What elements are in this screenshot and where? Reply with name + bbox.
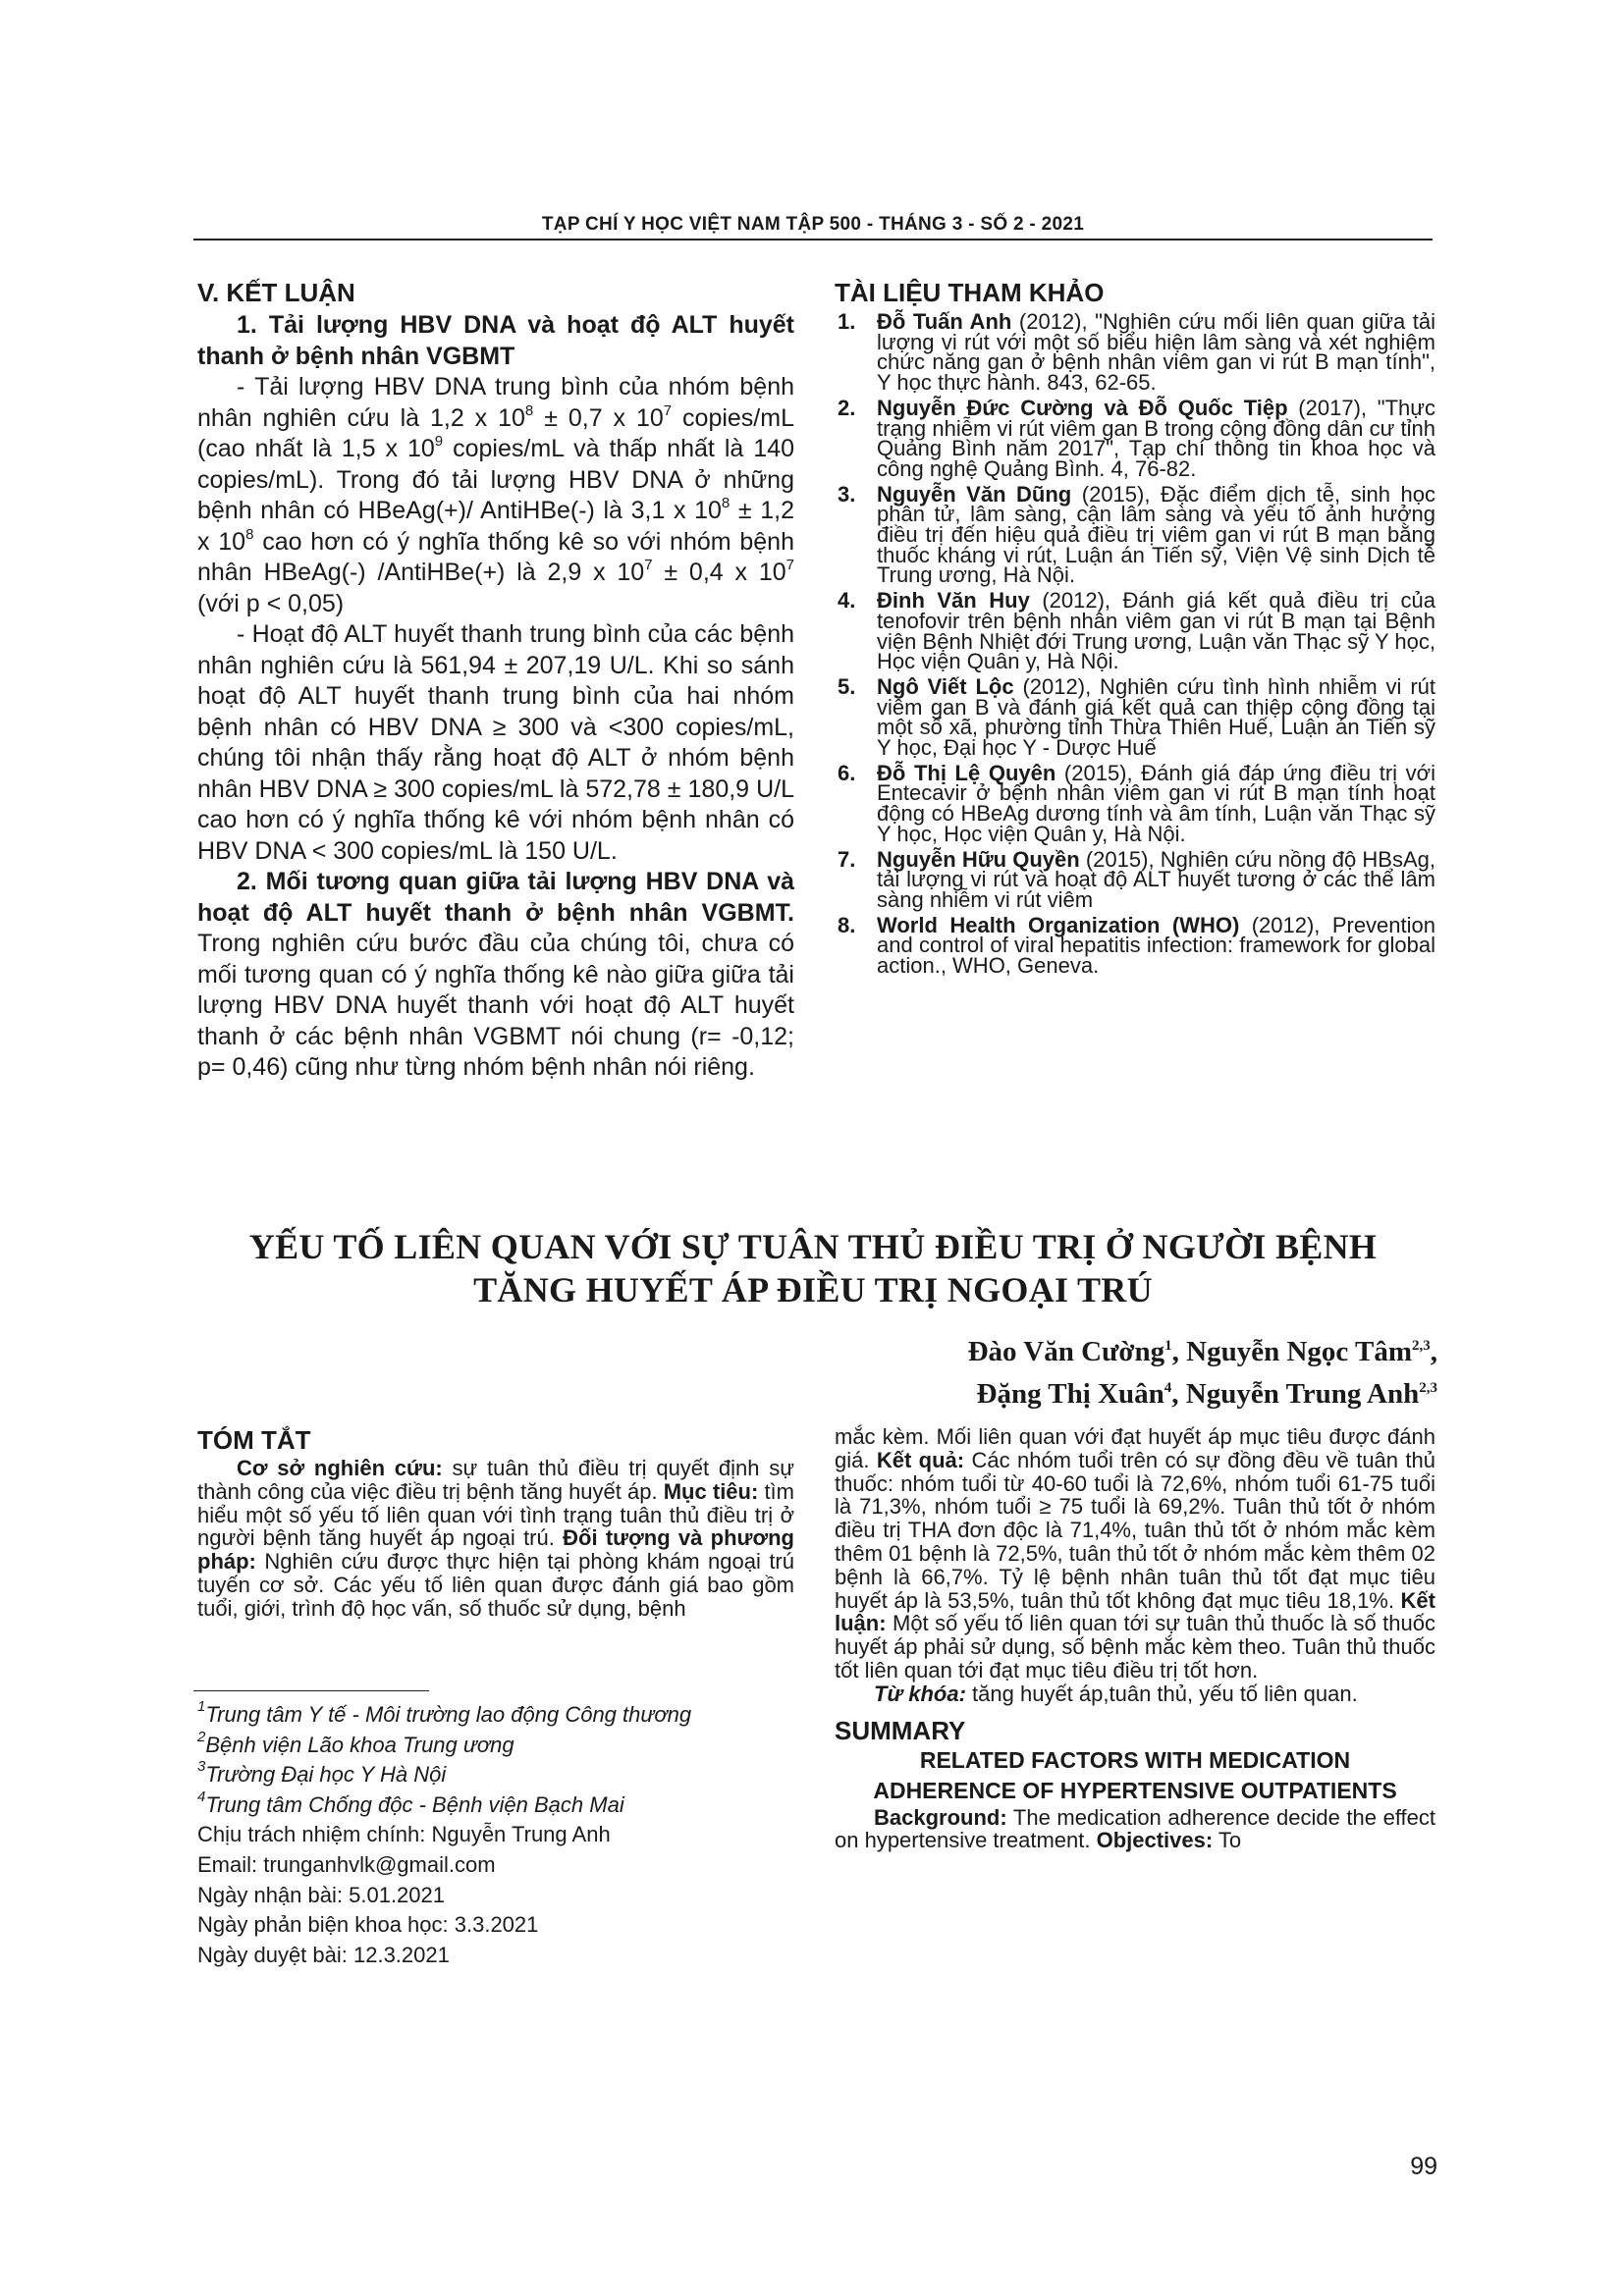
conclusion-paragraph-1: - Tải lượng HBV DNA trung bình của nhóm bệnh nhân nghiên cứu là 1,2 x $10^8 \pm 0,7$ x $10^7$ copies/mL (cao nhất là 1,5 x $10^9$ copies/mL và thấp nhất là 140 copies/mL). Trong đó tải lượng HBV DNA ở những bệnh nhân có HBeAg(+)/ AntiHBe(-) là 3,1 x $10^8 \pm 1,2$ x $10^8$ cao hơn có ý nghĩa thống kê so với nhóm bệnh nhân HBeAg(-) /AntiHBe(+) là 2,9 x $10^7 \pm 0,4$ x $10^7$ (với p < 0,05)	[197, 373, 795, 617]
reference-list	[835, 309, 1436, 979]
abstract-paragraph: Cơ sở nghiên cứu: sự tuân thủ điều trị quyết định sự thành công của việc điều trị bệnh tăng huyết áp. Mục tiêu: tìm hiểu một số yếu tố liên quan với tình trạng tuân thủ điều trị ở người bệnh tăng huyết áp ngoại trú. Đối tượng và phương pháp: Nghiên cứu được thực hiện tại phòng khám ngoại trú tuyến cơ sở. Các yếu tố liên quan được đánh giá bao gồm tuổi, giới, trình độ học vấn, số thuốc sử dụng, bệnh	[197, 1456, 794, 1621]
reference-author: Nguyễn Hữu Quyền	[877, 846, 1080, 872]
reference-number: 6.	[838, 760, 856, 785]
reference-text: (2012), "Nghiên cứu mối liên quan giữa tải lượng vi rút với một số biểu hiện lâm sàng và xét nghiệm chức năng gan ở bệnh nhân viêm gan vi rút B mạn tính", Y học thực hành. 843, 62-65.	[877, 309, 1435, 396]
reference-number: 3.	[838, 481, 856, 507]
reference-number: 2.	[838, 395, 856, 420]
references-section	[835, 277, 1435, 982]
reference-number: 4.	[838, 588, 856, 614]
author-name: Đào Văn Cường	[967, 1336, 1165, 1367]
journal-header: TẠP CHÍ Y HỌC VIỆT NAM TẬP 500 - THÁNG 3 - SỐ 2 - 2021	[541, 214, 1085, 235]
reference-item	[835, 481, 1435, 588]
conclusion-heading: V. KẾT LUẬN	[197, 278, 355, 307]
affiliation-4: $^4$Trung tâm Chống độc - Bệnh viện Bạch Mai	[197, 1788, 624, 1817]
conclusion-paragraph-2: - Hoạt độ ALT huyết thanh trung bình của các bệnh nhân nghiên cứu là 561,94 ± 207,19 U/L. Khi so sánh hoạt độ ALT huyết thanh trung bình của hai nhóm bệnh nhân có HBV DNA ≥ 300 và <300 copies/mL, chúng tôi nhận thấy rằng hoạt độ ALT ở nhóm bệnh nhân HBV DNA ≥ 300 copies/mL là 572,78 ± 180,9 U/L cao hơn có ý nghĩa thống kê với nhóm bệnh nhân có HBV DNA < 300 copies/mL là 150 U/L.	[197, 620, 794, 865]
reference-author: Nguyễn Đức Cường và Đỗ Quốc Tiệp	[877, 395, 1288, 420]
affiliation-3: $^3$Trường Đại học Y Hà Nội	[197, 1758, 447, 1788]
reference-text: (2012), Đánh giá kết quả điều trị của tenofovir trên bệnh nhân viêm gan vi rút B mạn tại Bệnh viện Bệnh Nhiệt đới Trung ương, Luận văn Thạc sỹ Y học, Học viện Quân y, Hà Nội.	[877, 588, 1435, 674]
author-list: Đào Văn Cường$^1$, Nguyễn Ngọc Tâm$^{2,3}$, Đặng Thị Xuân$^4$, Nguyễn Trung Anh$^{2,3}$	[967, 1336, 1437, 1410]
keywords: Từ khóa: tăng huyết áp,tuân thủ, yếu tố liên quan.	[874, 1681, 1358, 1706]
reference-text: (2015), Nghiên cứu nồng độ HBsAg, tải lượng vi rút và hoạt độ ALT huyết tương ở các thể lâm sàng nhiễm vi rút viêm	[877, 846, 1435, 912]
summary-heading: SUMMARY	[835, 1715, 966, 1745]
abstract-continued: mắc kèm. Mối liên quan với đạt huyết áp mục tiêu được đánh giá. Kết quả: Các nhóm tuổi trên có sự đồng đều về tuân thủ thuốc: nhóm tuổi từ 40-60 tuổi là 72,6%, nhóm tuổi 61-75 tuổi là 71,3%, nhóm tuổi ≥ 75 tuổi là 69,2%. Tuân thủ tốt ở nhóm điều trị THA đơn độc là 71,4%, tuân thủ tốt ở nhóm mắc kèm thêm 01 bệnh là 72,5%, tuân thủ tốt ở nhóm mắc kèm thêm 02 bệnh là 66,7%. Tỷ lệ bệnh nhân tuân thủ tốt đạt mục tiêu huyết áp là 53,5%, tuân thủ tốt không đạt mục tiêu 18,1%. Kết luận: Một số yếu tố liên quan tới sự tuân thủ thuốc là số thuốc huyết áp phải sử dụng, số bệnh mắc kèm theo. Tuân thủ thuốc tốt liên quan tới đạt mục tiêu điều trị tốt hơn.	[835, 1424, 1435, 1682]
conclusion-paragraph-3: 2. Mối tương quan giữa tải lượng HBV DNA và hoạt độ ALT huyết thanh ở bệnh nhân VGBMT. Trong nghiên cứu bước đầu của chúng tôi, chưa có mối tương quan có ý nghĩa thống kê nào giữa giữa tải lượng HBV DNA huyết thanh với hoạt độ ALT huyết thanh ở các bệnh nhân VGBMT nói chung (r= -0,12; p= 0,46) cũng như từng nhóm bệnh nhân nói riêng.	[197, 868, 794, 1081]
reference-item	[835, 912, 1436, 979]
references-heading: TÀI LIỆU THAM KHẢO	[835, 278, 1105, 307]
conclusion-subheading-2: 2. Mối tương quan giữa tải lượng HBV DNA và hoạt độ ALT huyết thanh ở bệnh nhân VGBMT.	[197, 868, 794, 927]
date-approved: Ngày duyệt bài: 12.3.2021	[197, 1942, 450, 1967]
article-title: YẾU TỐ LIÊN QUAN VỚI SỰ TUÂN THỦ ĐIỀU TRỊ Ở NGƯỜI BỆNH TĂNG HUYẾT ÁP ĐIỀU TRỊ NGOẠI TRÚ	[248, 1227, 1378, 1309]
affiliation-2: $^2$Bệnh viện Lão khoa Trung ương	[197, 1728, 514, 1757]
reference-item	[835, 309, 1435, 396]
reference-text: (2012), Nghiên cứu tình hình nhiễm vi rút viêm gan B và đánh giá kết quả can thiệp cộng đồng tại một số xã, phường tỉnh Thừa Thiên Huế, Luận án Tiến sỹ Y học, Đại học Y - Dược Huế	[877, 673, 1435, 761]
reference-text: (2012), Prevention and control of viral hepatitis infection: framework for global action., WHO, Geneva.	[877, 912, 1436, 979]
reference-item	[835, 588, 1435, 674]
author-name: Nguyễn Ngọc Tâm	[1186, 1336, 1412, 1367]
footnotes	[197, 1700, 794, 1970]
page-number: 99	[1410, 2153, 1437, 2180]
summary-title: RELATED FACTORS WITH MEDICATION ADHERENCE OF HYPERTENSIVE OUTPATIENTS	[873, 1746, 1397, 1803]
date-reviewed: Ngày phản biện khoa học: 3.3.2021	[197, 1912, 539, 1938]
date-received: Ngày nhận bài: 5.01.2021	[197, 1882, 445, 1907]
conclusion-subheading-1: 1. Tải lượng HBV DNA và hoạt độ ALT huyết thanh ở bệnh nhân VGBMT	[197, 311, 794, 370]
reference-author: Đỗ Thị Lệ Quyên	[877, 760, 1056, 785]
abstract-right	[835, 1425, 1435, 1852]
reference-author: Đỗ Tuấn Anh	[877, 309, 1012, 334]
reference-text: (2015), Đánh giá đáp ứng điều trị với Entecavir ở bệnh nhân viêm gan vi rút B mạn tính hoạt động có HBeAg dương tính và âm tính, Luận văn Thạc sỹ Y học, Học viện Quân y, Hà Nội.	[877, 760, 1435, 846]
reference-number: 5.	[838, 673, 856, 699]
reference-author: Nguyễn Văn Dũng	[877, 481, 1072, 507]
footnote-rule	[193, 1690, 429, 1691]
reference-number: 7.	[838, 846, 856, 872]
reference-author: Đinh Văn Huy	[877, 588, 1030, 614]
reference-number: 8.	[838, 912, 856, 937]
reference-item	[835, 673, 1435, 761]
reference-author: Ngô Viết Lộc	[877, 673, 1014, 699]
reference-author: World Health Organization (WHO)	[877, 912, 1240, 937]
conclusion-section	[197, 277, 794, 1084]
author-name: Nguyễn Trung Anh	[1185, 1378, 1420, 1410]
header-rule	[193, 239, 1433, 240]
abstract-left	[197, 1425, 794, 1621]
responsible-author: Chịu trách nhiệm chính: Nguyễn Trung Anh	[197, 1822, 611, 1847]
reference-item	[835, 395, 1435, 481]
summary-paragraph: Background: The medication adherence decide the effect on hypertensive treatment. Objectives: To	[835, 1804, 1435, 1853]
reference-text: (2017), "Thực trạng nhiễm vi rút viêm gan B trong cộng đồng dân cư tỉnh Quảng Bình năm 2017", Tạp chí thông tin khoa học và công nghệ Quảng Bình. 4, 76-82.	[877, 395, 1435, 481]
reference-number: 1.	[838, 309, 856, 334]
contact-email: Email: trunganhvlk@gmail.com	[197, 1851, 496, 1877]
author-name: Đặng Thị Xuân	[976, 1378, 1164, 1410]
reference-item	[835, 760, 1435, 846]
abstract-heading: TÓM TẮT	[197, 1425, 311, 1455]
affiliation-1: $^1$Trung tâm Y tế - Môi trường lao động Công thương	[197, 1698, 692, 1727]
reference-text: (2015), Đặc điểm dịch tễ, sinh học phân tử, lâm sàng, cận lâm sàng và yếu tố ảnh hưởng điều trị đến hiệu quả điều trị viêm gan vi rút B mạn bằng thuốc kháng vi rút, Luận án Tiến sỹ, Viện Vệ sinh Dịch tễ Trung ương, Hà Nội.	[877, 481, 1435, 588]
reference-item	[835, 846, 1435, 912]
